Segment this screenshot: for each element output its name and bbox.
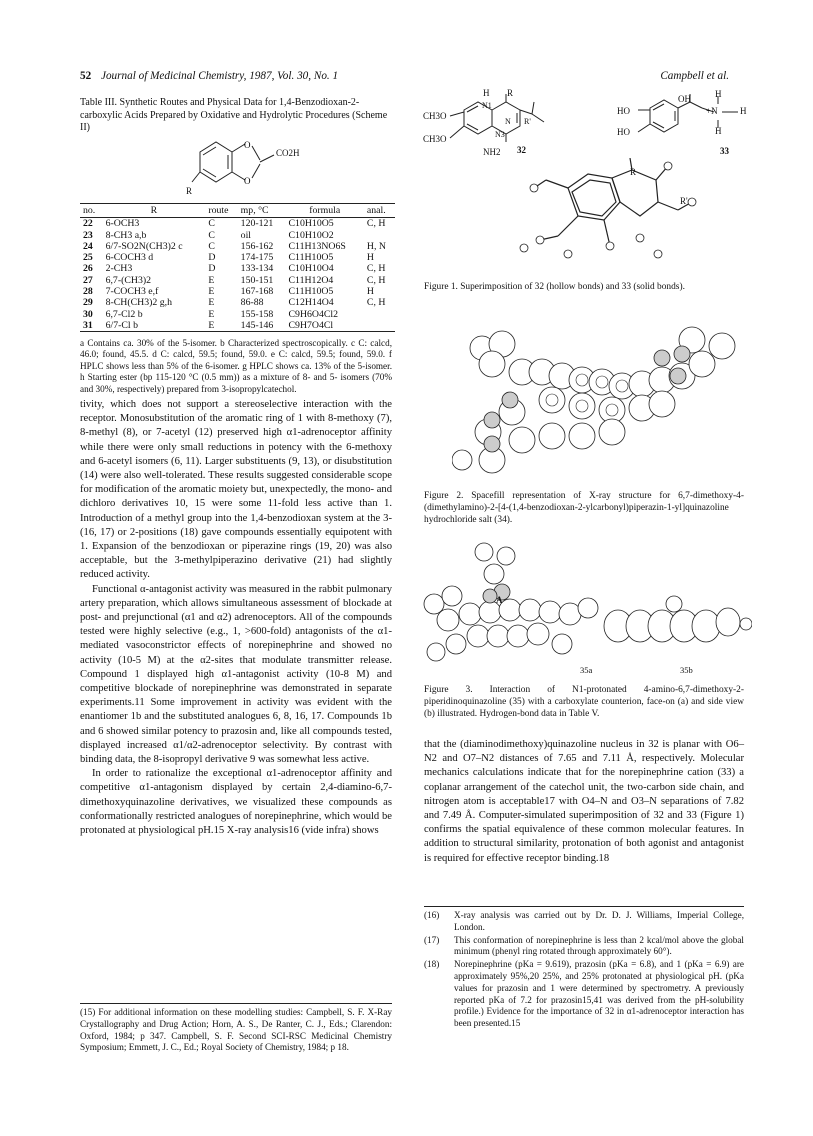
r-label-32: R: [507, 88, 514, 98]
authors-header: Campbell et al.: [660, 70, 729, 82]
label-A: A: [496, 595, 503, 605]
table-cell: C11H10O5: [288, 286, 334, 298]
n3-label: N3: [495, 130, 505, 139]
table-cell: C, H: [366, 297, 386, 309]
table-cell: 28: [83, 286, 93, 298]
table-cell: 31: [80, 320, 103, 332]
para-2: Functional α-antagonist activity was measured in the rabbit pulmonary artery preparation, which allows simultaneous assessment of blockade at post- and prejunctional (α1 and α2) adrenoceptors. All of the compounds tested were highly selective (e.g., 1, >600-fold) antagonists of the α1-mediated vasoconstrictor effects of norepinephrine and showed no activity (10-5 M) at the α2-sites that modulate transmitter release. Compound 1 displayed high α1-antagonist activity (10-8 M) and competitive blockade of norepinephrine was demonstrated in separate experiments.11 Some improvement in activity was evident with the enantiomer 1b and the substituted analogues 6, 8, 16, 17. Compounds 1b and 6 showed similar potency to prazosin and, like all compounds tested, displayed increased α1/α2-adrenoceptor selectivity. By contrast with binding data, the 8-isopropyl derivative 9 was somewhat less active.: [80, 583, 392, 766]
figure3-caption: Figure 3. Interaction of N1-protonated 4-amino-6,7-dimethoxy-2-piperidinoquinazoline (35) with a carboxylate counterion, face-on (a) and side view (b) illustrated. Hydrogen-bond data in Table V.: [424, 685, 744, 719]
table-cell: C11H12O4: [288, 274, 334, 286]
footnote-18: (18) Norepinephrine (pKa = 9.619), prazosin (pKa = 6.8), and 1 (pKa = 6.9) are approximately 95%,20 25%, and 25% protonated at physiological pH. (pKa values for prazosin and 1 were determined by spectrometry. A previously reported pKa of 7.2 for prazosin15,41 was derived from the pH-solubility profile.) Evidence for the importance of 32 in α1-adrenoceptor interaction has been presented.15: [424, 959, 744, 1029]
right-footnotes: [424, 910, 744, 1031]
table-cell: 133-134: [240, 263, 274, 275]
table-cell: C: [208, 218, 215, 230]
label-33: 33: [720, 146, 729, 156]
table-cell: C, H: [366, 218, 386, 230]
table-header-row: [80, 204, 395, 218]
h-label-33-right: H: [740, 106, 747, 116]
table-row: [80, 263, 395, 274]
figure3-structures: [422, 540, 752, 668]
data-table: [80, 203, 395, 332]
table-cell: C10H10O4: [288, 263, 334, 275]
col-anal: anal.: [364, 204, 395, 218]
page-number: 52: [80, 70, 92, 82]
table-cell: 8-CH(CH3)2 g,h: [105, 297, 172, 309]
table-cell: C10H10O2: [288, 229, 334, 241]
table-row: [80, 286, 395, 297]
table-row: [80, 252, 395, 263]
table-cell: 155-158: [240, 308, 274, 320]
right-body: [424, 738, 744, 866]
table-cell: C, H: [366, 263, 386, 275]
table-footnote: a Contains ca. 30% of the 5-isomer. b Characterized spectroscopically. c C: calcd, 46.0; found, 45.5. d C: calcd, 59.5; found, 59.0. e C: calcd, 59.5; found, 59.0. f HPLC shows less than 5% of the 6-isomer. g HPLC shows ca. 13% of the 5-isomer. h Starting ester (bp 115-120 °C (0.5 mm)) as a mixture of 8- and 5- isomers (70% and 30%, respectively) prepared from 3-isopropylcatechol.: [80, 338, 392, 394]
figure1-caption: Figure 1. Superimposition of 32 (hollow bonds) and 33 (solid bonds).: [424, 282, 685, 292]
table-cell: 156-162: [240, 240, 274, 252]
table-cell: C9H6O4Cl2: [288, 308, 339, 320]
label-32: 32: [517, 145, 526, 155]
table-cell: C11H13NO6S: [288, 240, 346, 252]
table-cell: [364, 230, 395, 241]
table-cell: E: [208, 286, 215, 298]
ho-bot-label: HO: [617, 127, 630, 137]
footnote-15: (15) For additional information on these modelling studies: Campbell, S. F. X-Ray Crystallography and Drug Action; Horn, A. S., De Ranter, C. J., Eds.; Clarendon: Oxford, 1984; p 347. Campbell, S. F. Second SCI-RSC Medicinal Chemistry Symposium; Emmett, J. C., Ed.; Royal Society of Chemistry, 1984; p 18.: [80, 1007, 392, 1053]
fig1-rp-label: R': [680, 196, 688, 206]
footnote-17: (17) This conformation of norepinephrine is less than 2 kcal/mol above the global minimum (phenyl ring rotated through approximately 60°).: [424, 934, 744, 957]
table-cell: 6-OCH3: [105, 218, 140, 230]
table-row: [80, 241, 395, 252]
col-mp: mp, °C: [238, 204, 286, 218]
figure1-superimposition: [508, 158, 708, 276]
label-35b: 35b: [680, 665, 693, 675]
table-cell: 8-CH3 a,b: [105, 229, 147, 241]
fig1-r-label: R: [630, 167, 637, 177]
col-r: R: [103, 204, 206, 218]
para-3: In order to rationalize the exceptional α1-adrenoceptor affinity and competitive α1-antagonism displayed by certain 2,4-diamino-6,7-dimethoxyquinazoline derivatives, we visualized these compounds as conformationally restricted analogues of norepinephrine, which would be protonated at physiological pH.15 X-ray analysis16 (vide infra) shows: [80, 768, 392, 837]
table-cell: [364, 320, 395, 332]
table-cell: E: [208, 297, 215, 309]
table-title: Table III. Synthetic Routes and Physical Data for 1,4-Benzodioxan-2-carboxylic Acids Prepared by Oxidative and Hydrolytic Procedures (Scheme II): [80, 97, 388, 133]
acid-label: CO2H: [276, 148, 300, 158]
table-cell: 2-CH3: [105, 263, 133, 275]
table-cell: H, N: [366, 240, 386, 252]
table-cell: H: [366, 286, 374, 298]
table-cell: 6,7-(CH3)2: [105, 274, 152, 286]
ho-top-label: HO: [617, 106, 630, 116]
table-row: [80, 230, 395, 241]
table-cell: 29: [83, 297, 93, 309]
footnote-16: (16) X-ray analysis was carried out by Dr. D. J. Williams, Imperial College, London.: [424, 910, 744, 932]
table-cell: [364, 309, 395, 320]
table-cell: E: [208, 308, 215, 320]
table-cell: 23: [83, 229, 93, 241]
table-cell: 120-121: [240, 218, 274, 230]
cho-top-label: CH3O: [423, 111, 447, 121]
table-cell: 86-88: [240, 297, 264, 309]
table-cell: 22: [83, 218, 93, 230]
oh-label: OH: [678, 94, 691, 104]
para-right: that the (diaminodimethoxy)quinazoline nucleus in 32 is planar with O6–N2 and O7–N2 distances of 7.65 and 7.11 Å, respectively. Molecular mechanics calculations indicate that for the norepinephrine cation (33) a coplanar arrangement of the catechol unit, the two-carbon side chain, and nitrogen atom is acceptable17 with O4–N and O3–N separations of 7.82 and 7.49 Å. Computer-simulated superimposition of 32 and 33 (Figure 1) confirms the spatial equivalence of these common molecular features. In addition to structural similarity, protonation of both agonist and antagonist is required for effective receptor binding.18: [424, 739, 744, 864]
table-cell: D: [208, 252, 216, 264]
rp-label-32: R': [524, 117, 531, 126]
left-body: [80, 398, 392, 838]
table-cell: 30: [83, 308, 93, 320]
table-cell: C: [208, 229, 215, 241]
col-route: route: [205, 204, 237, 218]
table-cell: C: [208, 240, 215, 252]
n-label-32: N: [505, 117, 511, 126]
col-no: no.: [80, 204, 103, 218]
h-label-32: H: [483, 88, 490, 98]
table-cell: C10H10O5: [288, 218, 334, 230]
table-cell: 6/7-Cl b: [103, 320, 206, 332]
nh2-label: NH2: [483, 147, 501, 157]
table-cell: H: [366, 252, 374, 264]
table-cell: 6/7-SO2N(CH3)2 c: [105, 240, 183, 252]
table-cell: C9H7O4Cl: [286, 320, 364, 332]
plus-n-label: +N: [706, 106, 718, 116]
figure2-spacefill: [452, 320, 752, 480]
table-cell: oil: [240, 229, 252, 241]
table-cell: C, H: [366, 274, 386, 286]
table-cell: D: [208, 263, 216, 275]
journal-header: Journal of Medicinal Chemistry, 1987, Vol. 30, No. 1: [101, 70, 339, 82]
table-row: [80, 275, 395, 286]
table-cell: 145-146: [238, 320, 286, 332]
h-label-33-top: H: [715, 89, 722, 99]
para-1: tivity, which does not support a stereoselective interaction with the receptor. Monosubstitution of the aromatic ring of 1 with 8-methoxy (7), 8-methyl (8), or 7-acetyl (12) preserved high α1-adrenoceptor affinity while there were only small reductions in potency with the 6-methoxy and 6-acetyl isomers (6, 11). Larger substituents (9, 13), or disubstitution (14) were also well-tolerated. These results suggested considerable scope for modification of the aromatic moiety but, unexpectedly, the mono- and dichloro derivatives 10, 15 were some 11-fold less active than 1. Introduction of a methyl group into the 1,4-benzodioxan system at the 3- (16, 17) or 2-positions (18) gave compounds essentially equipotent with 1. Expansion of the benzodioxan or piperazine rings (19, 20) was also acceptable, but the 3-methylpiperazino derivative (21) had slightly reduced activity.: [80, 399, 392, 581]
h-label-33-bottom: H: [715, 126, 722, 136]
table-cell: 27: [83, 274, 93, 286]
table-cell: C12H14O4: [288, 297, 334, 309]
r-label: R: [186, 186, 193, 196]
table-cell: 24: [83, 240, 93, 252]
ring-oxygen-bottom: O: [244, 176, 251, 186]
table-cell: 167-168: [240, 286, 274, 298]
table-cell: E: [205, 320, 237, 332]
table-row: [80, 309, 395, 320]
table-row: [80, 297, 395, 308]
label-35a: 35a: [580, 665, 593, 675]
col-formula: formula: [286, 204, 364, 218]
n1-label: N1: [482, 101, 492, 110]
table-cell: 174-175: [240, 252, 274, 264]
cho-bot-label: CH3O: [423, 134, 447, 144]
table-cell: 7-COCH3 e,f: [105, 286, 159, 298]
table-cell: 6,7-Cl2 b: [105, 308, 143, 320]
ring-oxygen-top: O: [244, 140, 251, 150]
table-cell: C11H10O5: [288, 252, 334, 264]
table-cell: 150-151: [240, 274, 274, 286]
table-cell: 25: [83, 252, 93, 264]
table-cell: 26: [83, 263, 93, 275]
table-row: [80, 218, 395, 230]
table-row: [80, 320, 395, 332]
table-cell: E: [208, 274, 215, 286]
figure2-caption: Figure 2. Spacefill representation of X-ray structure for 6,7-dimethoxy-4-(dimethylamino)-2-[4-(1,4-benzodioxan-2-ylcarbonyl)piperazin-1-yl]quinazoline hydrochloride salt (34).: [424, 491, 744, 525]
table-cell: 6-COCH3 d: [105, 252, 154, 264]
